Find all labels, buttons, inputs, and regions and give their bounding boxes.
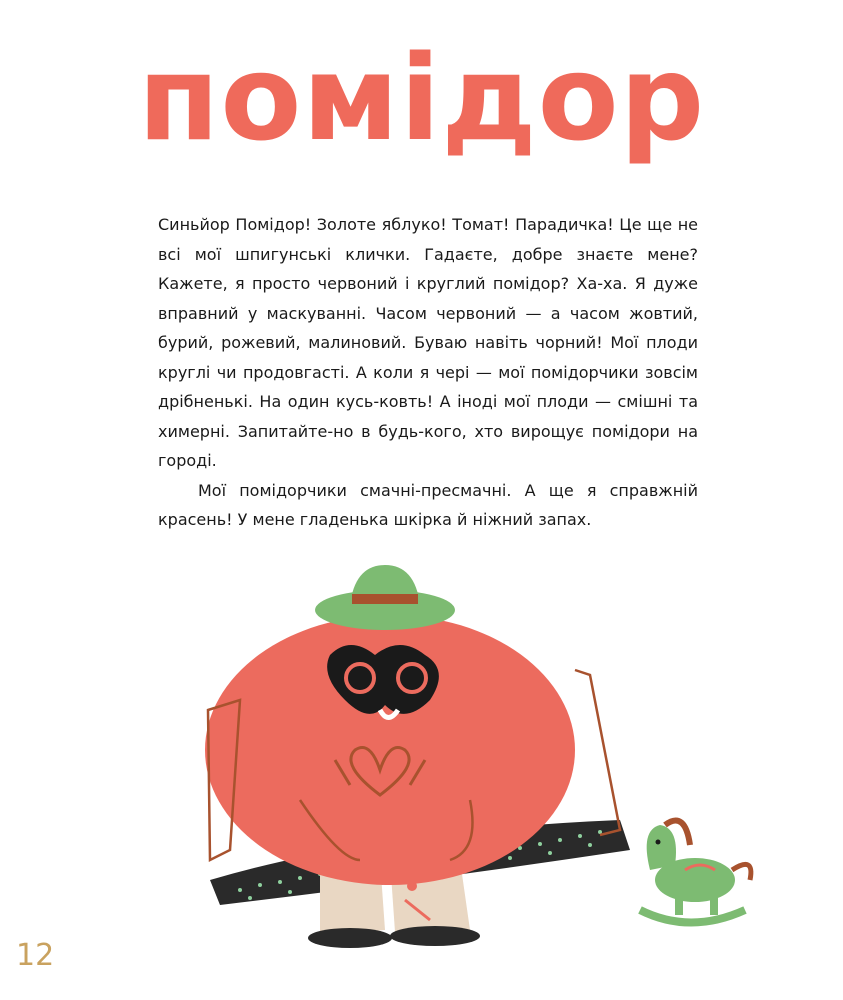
paragraph-1: Синьйор Помідор! Золоте яблуко! Томат! Парадичка! Це ще не всі мої шпигунські клички. Гадаєте, добре знаєте мене? Кажете, я просто червоний і круглий помідор? Ха-ха. Я дуже вправний у маскуванні. Часом червоний — а часом жовтий, бурий, рожевий, малиновий. Буваю навіть чорний! Мої плоди круглі чи продовгасті. А коли я черi — мої помідорчики зовсім дрібненькі. На один кусь-ковть! А іноді мої плоди — смішні та химерні. Запитайте-но в будь-кого, хто вирощує помідори на городі. [158, 215, 698, 470]
tomato-spy-illustration [180, 560, 780, 980]
story-text [158, 210, 698, 535]
page-number: 12 [16, 938, 55, 973]
rocking-horse-icon [640, 821, 751, 923]
paragraph-2: Мої помідорчики смачні-пресмачні. А ще я справжній красень! У мене гладенька шкірка й ніжний запах. [158, 480, 698, 529]
hat [315, 565, 455, 630]
page-title: помідор [137, 29, 706, 167]
